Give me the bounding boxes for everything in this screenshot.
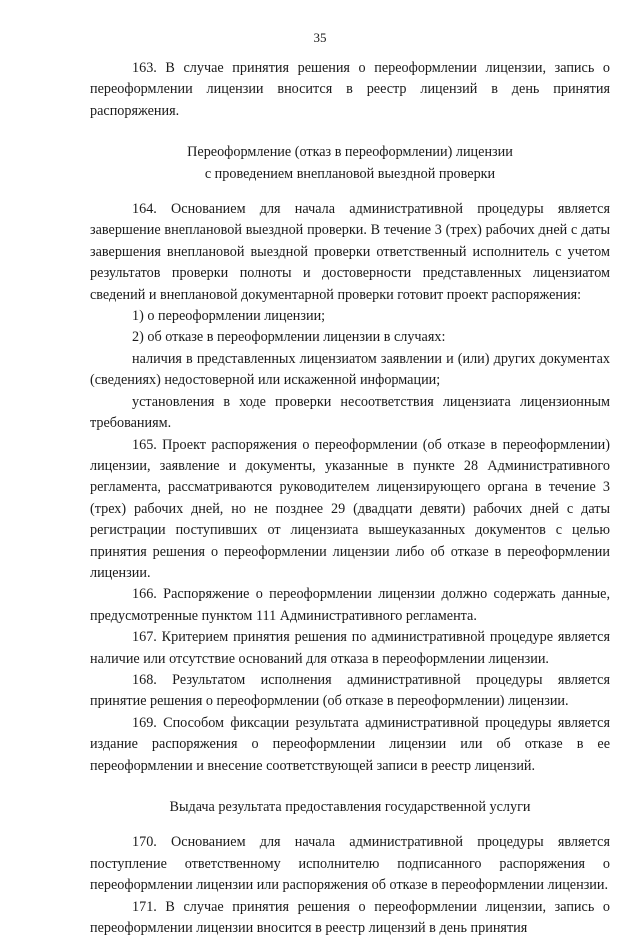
section-heading-issuing-result: Выдача результата предоставления государственной услуги bbox=[169, 799, 531, 815]
paragraph-171: 171. В случае принятия решения о переоформлении лицензии, запись о переоформлении лицензии вносится в реестр лицензий в день принятия bbox=[90, 898, 610, 937]
case-false-info: наличия в представленных лицензиатом заявлении и (или) других документах (сведениях) недостоверной или искаженной информации; bbox=[90, 350, 610, 389]
paragraph-168: 168. Результатом исполнения административной процедуры является принятие решения о переоформлении (об отказе в переоформлении) лицензии. bbox=[90, 671, 610, 710]
paragraph-163: 163. В случае принятия решения о переоформлении лицензии, запись о переоформлении лицензии вносится в реестр лицензий в день принятия распоряжения. bbox=[90, 60, 610, 119]
paragraph-170: 170. Основанием для начала административной процедуры является поступление ответственному исполнителю подписанного распоряжения о переоформлении лицензии или распоряжения об отказе в переоформлении лицензии. bbox=[90, 834, 610, 894]
section-heading-reissue-with-inspection: Переоформление (отказ в переоформлении) лицензии bbox=[187, 144, 513, 161]
paragraph-167: 167. Критерием принятия решения по административной процедуре является наличие или отсутствие оснований для отказа в переоформлении лицензии. bbox=[90, 629, 610, 667]
case-noncompliance: установления в ходе проверки несоответствия лицензиата лицензионным требованиям. bbox=[90, 393, 610, 432]
list-item-164-1: 1) о переоформлении лицензии; bbox=[132, 308, 326, 325]
paragraph-164: 164. Основанием для начала административной процедуры является завершение внеплановой выездной проверки. В течение 3 (трех) рабочих дней с даты завершения внеплановой выездной проверки ответственный исполнитель с учетом результатов проверки полноты и достоверности представленных лицензиатом сведений и внеплановой документарной проверки готовит проект распоряжения: bbox=[90, 201, 610, 303]
paragraph-169: 169. Способом фиксации результата административной процедуры является издание распоряжения о переоформлении лицензии или об отказе в ее переоформлении и внесение соответствующей записи в реестр лицензий. bbox=[90, 714, 610, 774]
paragraph-166: 166. Распоряжение о переоформлении лицензии должно содержать данные, предусмотренные пунктом 111 Административного регламента. bbox=[90, 586, 610, 624]
document-body bbox=[90, 58, 610, 939]
section-heading-reissue-with-inspection-line2: с проведением внеплановой выездной проверки bbox=[204, 165, 496, 182]
list-item-164-2: 2) об отказе в переоформлении лицензии в случаях: bbox=[132, 329, 446, 346]
paragraph-165: 165. Проект распоряжения о переоформлении (об отказе в переоформлении) лицензии, заявление и документы, указанные в пункте 28 Административного регламента, рассматриваются руководителем лицензирующего органа в течение 3 (трех) рабочих дней, но не позднее 29 (двадцати девяти) рабочих дней с даты регистрации поступивших от лицензиата вышеуказанных документов с целью принятия решения о переоформлении лицензии либо об отказе в переоформлении лицензии. bbox=[90, 436, 610, 581]
page-number: 35 bbox=[313, 30, 327, 45]
